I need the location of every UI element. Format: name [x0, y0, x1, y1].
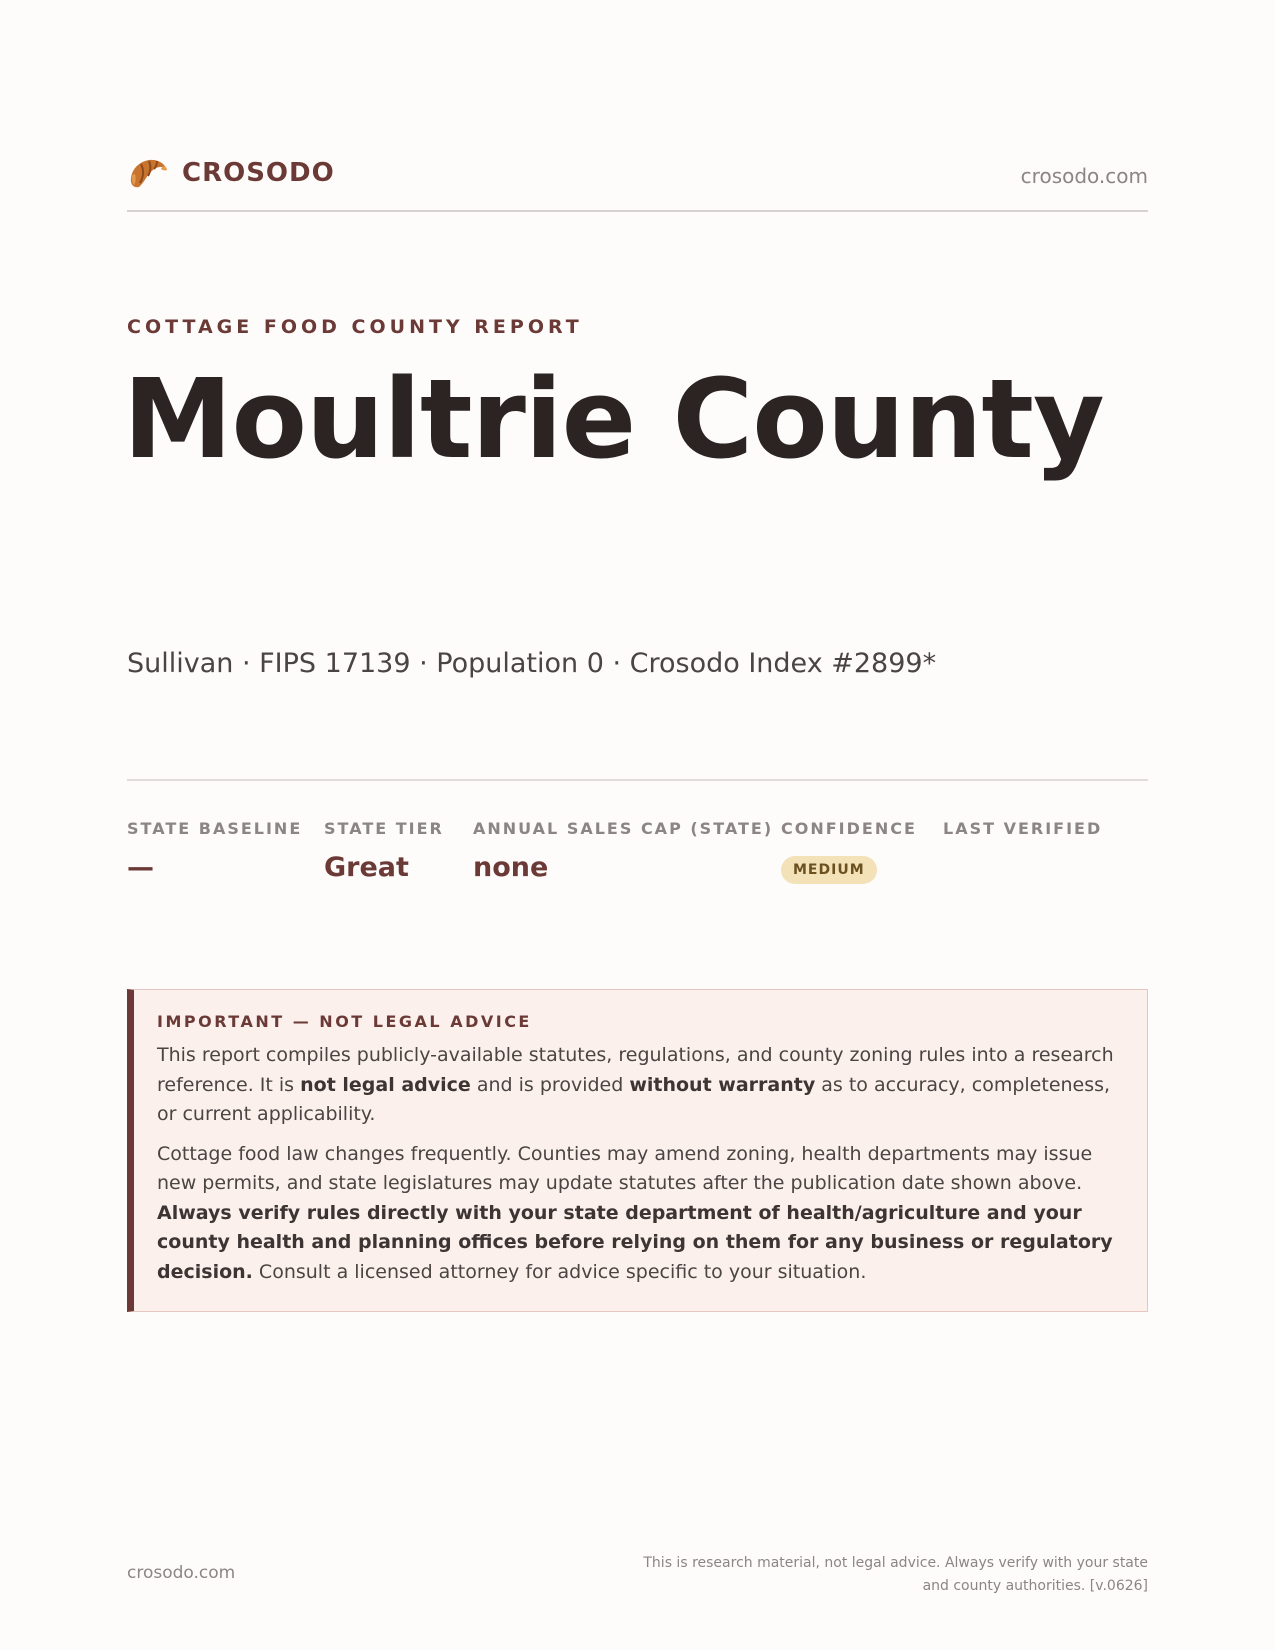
stat-label: STATE TIER — [324, 819, 444, 838]
page-header — [127, 152, 1148, 212]
brand[interactable] — [127, 152, 335, 194]
notice-paragraph-2 — [157, 1140, 1123, 1288]
legal-notice — [127, 989, 1148, 1312]
report-eyebrow: COTTAGE FOOD COUNTY REPORT — [127, 316, 583, 338]
notice-text: and is provided — [470, 1073, 630, 1096]
stat-last-verified — [943, 819, 1102, 852]
stats-row — [127, 779, 1148, 901]
site-url-link[interactable]: crosodo.com — [1020, 164, 1148, 188]
stat-label: STATE BASELINE — [127, 819, 303, 838]
brand-name: CROSODO — [182, 158, 335, 188]
notice-emphasis: without warranty — [629, 1073, 816, 1096]
notice-emphasis: not legal advice — [300, 1073, 471, 1096]
footer-disclaimer-line: This is research material, not legal advice. Always verify with your state — [643, 1555, 1148, 1571]
footer-disclaimer — [628, 1552, 1148, 1598]
stat-label: CONFIDENCE — [781, 819, 917, 838]
stat-value: Great — [324, 852, 409, 883]
stat-value: none — [473, 852, 549, 883]
page-title: Moultrie County — [123, 355, 1104, 483]
notice-text: Cottage food law changes frequently. Counties may amend zoning, health departments may issue new permits, and state legislatures may update statutes after the publication date shown above. — [157, 1142, 1093, 1194]
stat-label: LAST VERIFIED — [943, 819, 1103, 838]
notice-text: This report compiles publicly-available statutes, regulations, and county zoning rules into a research reference. It is — [157, 1044, 1114, 1096]
stat-annual-sales-cap — [473, 819, 773, 883]
stat-state-tier — [324, 819, 444, 883]
footer-site-url[interactable]: crosodo.com — [127, 1563, 236, 1583]
notice-paragraph-1 — [157, 1041, 1123, 1130]
notice-text: Consult a licensed attorney for advice specific to your situation. — [252, 1260, 867, 1283]
stat-value: — — [127, 852, 154, 883]
report-subtitle: Sullivan · FIPS 17139 · Population 0 · Crosodo Index #2899* — [127, 648, 937, 679]
notice-heading: IMPORTANT — NOT LEGAL ADVICE — [157, 1012, 532, 1031]
notice-text: as to accuracy, completeness, or current applicability. — [157, 1073, 1111, 1125]
stat-confidence — [781, 819, 917, 884]
stat-state-baseline — [127, 819, 302, 883]
footer-disclaimer-line: and county authorities. [v.0626] — [922, 1578, 1148, 1594]
confidence-badge: MEDIUM — [781, 856, 877, 884]
notice-emphasis: Always verify rules directly with your state department of health/agriculture and your county health and planning offices before relying on them for any business or regulatory decision. — [157, 1201, 1113, 1283]
stat-label: ANNUAL SALES CAP (STATE) — [473, 819, 774, 838]
croissant-icon — [127, 152, 169, 194]
report-page — [123, 0, 1148, 1650]
